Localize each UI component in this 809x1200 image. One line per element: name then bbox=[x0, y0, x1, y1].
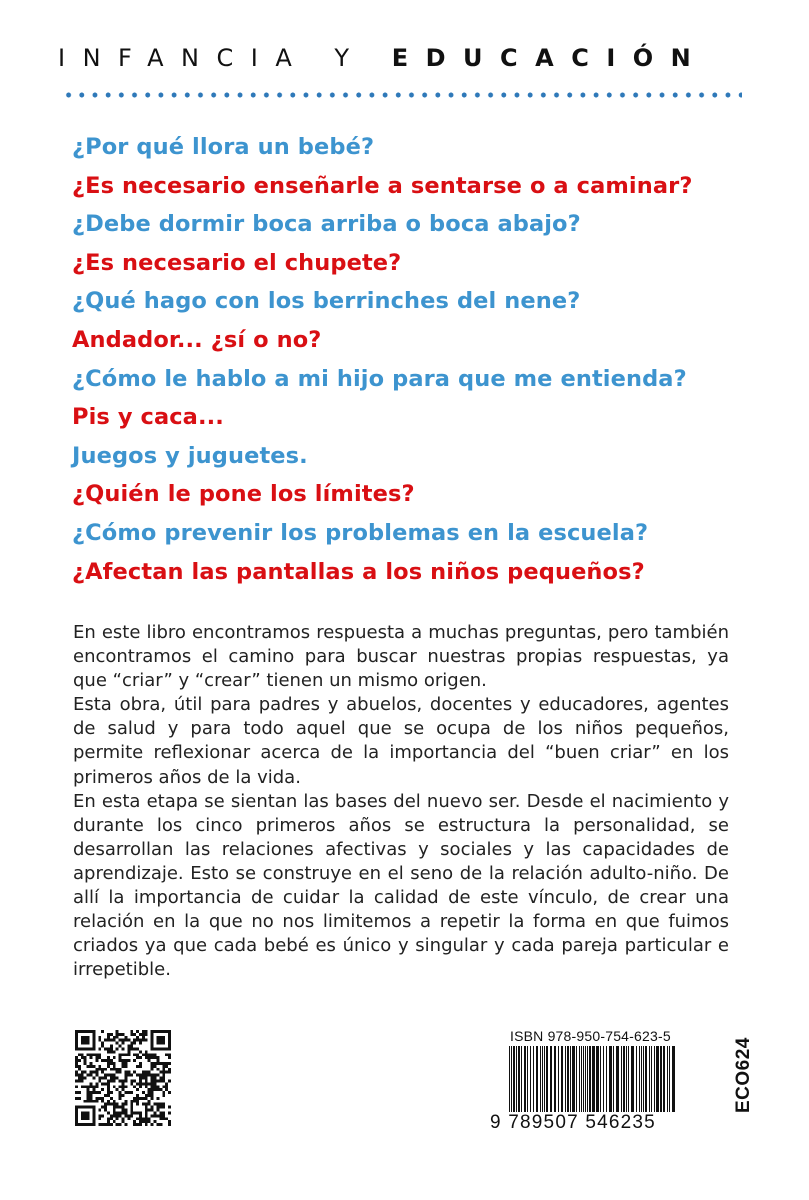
series-word-educacion: EDUCACIÓN bbox=[391, 44, 709, 72]
question-item: ¿Es necesario enseñarle a sentarse o a caminar? bbox=[72, 172, 693, 199]
question-item: ¿Quién le pone los límites? bbox=[72, 481, 415, 508]
back-cover-blurb bbox=[73, 621, 729, 982]
question-list bbox=[72, 128, 772, 591]
series-word-y: Y bbox=[334, 44, 367, 72]
catalog-code: ECO624 bbox=[733, 1037, 754, 1113]
question-item: ¿Por qué llora un bebé? bbox=[72, 134, 375, 160]
question-item: Juegos y juguetes. bbox=[72, 442, 308, 469]
dotted-divider bbox=[62, 92, 742, 98]
blurb-paragraph-1: En este libro encontramos respuesta a muchas preguntas, pero también encontramos el camino para buscar nuestras propias respuestas, ya que “criar” y “crear” tienen un mismo origen. bbox=[73, 622, 729, 692]
question-item: ¿Afectan las pantallas a los niños pequeños? bbox=[72, 558, 645, 585]
question-item: ¿Cómo le hablo a mi hijo para que me entienda? bbox=[72, 365, 687, 392]
isbn-label: ISBN 978-950-754-623-5 bbox=[510, 1028, 671, 1044]
series-word-infancia: INFANCIA bbox=[58, 44, 310, 72]
question-item: ¿Es necesario el chupete? bbox=[72, 249, 402, 276]
blurb-paragraph-2: Esta obra, útil para padres y abuelos, docentes y educadores, agentes de salud y para todo aquel que se ocupa de los niños pequeños, permite reflexionar acerca de la importancia del “buen criar” en los primeros años de la vida. bbox=[73, 694, 729, 788]
series-title bbox=[58, 44, 758, 72]
question-item: ¿Cómo prevenir los problemas en la escuela? bbox=[72, 519, 649, 546]
question-item: Andador... ¿sí o no? bbox=[72, 326, 322, 353]
question-item: Pis y caca... bbox=[72, 404, 224, 431]
qr-code bbox=[75, 1030, 171, 1126]
isbn-barcode bbox=[509, 1046, 677, 1112]
blurb-paragraph-3: En esta etapa se sientan las bases del nuevo ser. Desde el nacimiento y durante los cinco primeros años se estructura la personalidad, se desarrollan las relaciones afectivas y sociales y las capacidades de aprendizaje. Esto se construye en el seno de la relación adulto-niño. De allí la importancia de cuidar la calidad de este vínculo, de crear una relación en la que no nos limitemos a repetir la forma en que fuimos criados ya que cada bebé es único y singular y cada pareja particular e irrepetible. bbox=[73, 790, 729, 981]
question-item: ¿Qué hago con los berrinches del nene? bbox=[72, 288, 581, 315]
isbn-digits: 9 789507 546235 bbox=[490, 1112, 656, 1133]
question-item: ¿Debe dormir boca arriba o boca abajo? bbox=[72, 211, 581, 238]
